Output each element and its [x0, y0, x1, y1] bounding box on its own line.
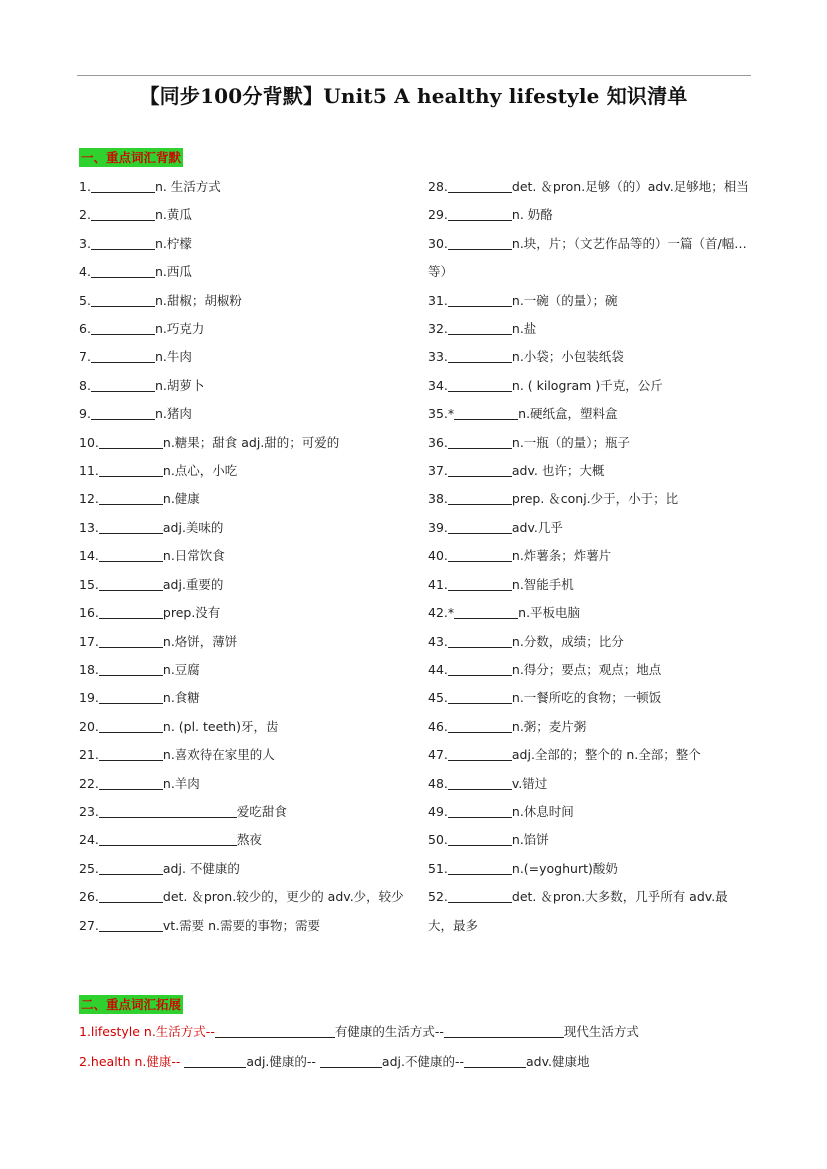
vocab-item	[428, 741, 750, 769]
vocab-item	[428, 883, 750, 940]
item-meaning: n.分数，成绩；比分	[511, 633, 624, 649]
item-number: 24.	[79, 832, 99, 848]
item-number: 22.	[79, 775, 99, 791]
item-number: 8.	[79, 377, 91, 393]
item-meaning: v.错过	[511, 775, 548, 791]
item-number: 31.	[428, 292, 448, 308]
item-meaning: n.炸薯条；炸薯片	[511, 548, 612, 564]
item-number: 14.	[79, 548, 99, 564]
extension-text: adv.健康地	[525, 1054, 590, 1069]
item-meaning: n.糖果；甜食 adj.甜的；可爱的	[162, 434, 340, 450]
answer-blank[interactable]	[448, 377, 512, 392]
answer-blank[interactable]	[454, 604, 518, 619]
extension-text: adj.不健康的--	[381, 1054, 464, 1069]
item-number: 42.*	[428, 605, 455, 621]
answer-blank[interactable]	[448, 348, 512, 363]
vocab-item	[79, 343, 409, 371]
item-number: 29.	[428, 207, 448, 223]
item-number: 6.	[79, 321, 91, 337]
vocab-item	[79, 514, 409, 542]
item-meaning: n.粥；麦片粥	[511, 718, 587, 734]
answer-blank[interactable]	[464, 1053, 526, 1068]
answer-blank[interactable]	[448, 206, 512, 221]
item-meaning: n. 奶酪	[511, 207, 553, 223]
item-meaning: n.(=yoghurt)酸奶	[511, 860, 618, 876]
item-meaning: det. ＆pron.足够（的）adv.足够地；相当	[511, 179, 749, 194]
vocab-item	[428, 485, 750, 513]
item-number: 7.	[79, 349, 91, 365]
item-meaning: adv.几乎	[511, 519, 563, 535]
answer-blank[interactable]	[448, 746, 512, 761]
item-meaning: n.黄瓜	[154, 207, 192, 223]
answer-blank[interactable]	[99, 803, 237, 818]
item-number: 47.	[428, 747, 448, 763]
section-heading-vocab: 一、重点词汇背默	[81, 150, 182, 165]
vocab-item	[428, 173, 750, 201]
vocab-item	[79, 201, 409, 229]
answer-blank[interactable]	[99, 860, 163, 875]
item-number: 52.	[428, 889, 448, 905]
item-number: 5.	[79, 292, 91, 308]
vocab-item	[79, 485, 409, 513]
extension-text: adj.健康的--	[246, 1054, 320, 1069]
item-meaning: n.小袋；小包装纸袋	[511, 349, 624, 365]
item-number: 16.	[79, 605, 99, 621]
item-number: 38.	[428, 491, 448, 507]
item-meaning: n.喜欢待在家里的人	[162, 747, 275, 763]
answer-blank[interactable]	[215, 1023, 335, 1038]
page-title: 【同步100分背默】Unit5 A healthy lifestyle 知识清单	[139, 84, 688, 108]
item-number: 12.	[79, 491, 99, 507]
vocab-item	[79, 770, 409, 798]
answer-blank[interactable]	[444, 1023, 564, 1038]
answer-blank[interactable]	[448, 235, 512, 250]
vocab-item	[79, 372, 409, 400]
vocab-item	[428, 684, 750, 712]
item-meaning: n.一瓶（的量）；瓶子	[511, 434, 631, 450]
vocab-item	[428, 713, 750, 741]
answer-blank[interactable]	[448, 831, 512, 846]
vocab-item	[428, 798, 750, 826]
item-meaning: n.食糖	[162, 690, 200, 706]
vocab-item	[79, 542, 409, 570]
item-meaning: n.智能手机	[511, 576, 574, 592]
answer-blank[interactable]	[91, 377, 155, 392]
item-meaning: n.巧克力	[154, 321, 205, 337]
item-number: 32.	[428, 321, 448, 337]
answer-blank[interactable]	[91, 235, 155, 250]
answer-blank[interactable]	[448, 547, 512, 562]
item-number: 21.	[79, 747, 99, 763]
vocab-item	[428, 315, 750, 343]
item-number: 50.	[428, 832, 448, 848]
item-number: 33.	[428, 349, 448, 365]
answer-blank[interactable]	[448, 434, 512, 449]
extension-text: 有健康的生活方式--	[334, 1024, 444, 1039]
answer-blank[interactable]	[448, 633, 512, 648]
answer-blank[interactable]	[448, 689, 512, 704]
answer-blank[interactable]	[99, 576, 163, 591]
item-number: 30.	[428, 235, 448, 251]
answer-blank[interactable]	[99, 775, 163, 790]
vocab-item	[79, 258, 409, 286]
vocab-item	[79, 628, 409, 656]
item-meaning: n.烙饼，薄饼	[162, 633, 238, 649]
vocab-item	[428, 343, 750, 371]
item-number: 19.	[79, 690, 99, 706]
item-number: 41.	[428, 576, 448, 592]
item-meaning: n.一碗（的量）；碗	[511, 292, 618, 308]
answer-blank[interactable]	[91, 292, 155, 307]
vocab-item	[428, 628, 750, 656]
vocab-item	[79, 656, 409, 684]
item-number: 1.	[79, 179, 91, 194]
item-number: 43.	[428, 633, 448, 649]
answer-blank[interactable]	[99, 917, 163, 932]
vocab-item	[428, 826, 750, 854]
answer-blank[interactable]	[99, 633, 163, 648]
answer-blank[interactable]	[448, 718, 512, 733]
vocab-item	[428, 457, 750, 485]
item-meaning: n.休息时间	[511, 803, 574, 819]
item-number: 36.	[428, 434, 448, 450]
vocab-item	[79, 429, 409, 457]
vocab-item	[79, 287, 409, 315]
item-number: 20.	[79, 718, 99, 734]
answer-blank[interactable]	[448, 576, 512, 591]
vocab-item	[79, 571, 409, 599]
item-meaning: vt.需要 n.需要的事物；需要	[162, 917, 321, 933]
answer-blank[interactable]	[99, 462, 163, 477]
item-meaning: adj. 不健康的	[162, 860, 240, 876]
item-meaning: adj.美味的	[162, 519, 224, 535]
vocab-item	[79, 741, 409, 769]
vocab-item	[79, 713, 409, 741]
answer-blank[interactable]	[99, 888, 163, 903]
item-meaning: n.馅饼	[511, 832, 549, 848]
item-meaning: n.健康	[162, 491, 200, 507]
item-meaning: n.盐	[511, 321, 537, 337]
item-meaning: n.羊肉	[162, 775, 200, 791]
answer-blank[interactable]	[99, 831, 237, 846]
answer-blank[interactable]	[99, 434, 163, 449]
vocab-item	[428, 429, 750, 457]
item-meaning: prep. ＆conj.少于，小于；比	[511, 491, 679, 507]
item-meaning: n. ( kilogram )千克，公斤	[511, 377, 663, 393]
answer-blank[interactable]	[448, 519, 512, 534]
answer-blank[interactable]	[448, 661, 512, 676]
item-meaning: det. ＆pron.大多数，几乎所有 adv.最大，最多	[428, 889, 728, 933]
answer-blank[interactable]	[99, 661, 163, 676]
item-meaning: adj.全部的；整个的 n.全部；整个	[511, 747, 701, 763]
item-meaning: n.牛肉	[154, 349, 192, 365]
answer-blank[interactable]	[448, 888, 512, 903]
vocab-item	[79, 855, 409, 883]
item-meaning: n.一餐所吃的食物；一顿饭	[511, 690, 662, 706]
extension-line-2	[79, 1052, 589, 1072]
answer-blank[interactable]	[99, 519, 163, 534]
vocab-item	[79, 826, 409, 854]
answer-blank[interactable]	[320, 1053, 382, 1068]
vocab-item	[79, 173, 409, 201]
answer-blank[interactable]	[91, 178, 155, 193]
section-heading-extension: 二、重点词汇拓展	[81, 997, 182, 1012]
vocab-item	[79, 230, 409, 258]
item-number: 28.	[428, 179, 448, 194]
item-meaning: n. 生活方式	[154, 179, 221, 194]
item-number: 44.	[428, 661, 448, 677]
answer-blank[interactable]	[448, 775, 512, 790]
vocab-item	[428, 599, 750, 627]
item-meaning: n.日常饮食	[162, 548, 225, 564]
item-meaning: n.平板电脑	[518, 605, 581, 621]
vocab-item	[428, 855, 750, 883]
vocab-item	[428, 770, 750, 798]
item-number: 37.	[428, 463, 448, 479]
item-number: 51.	[428, 860, 448, 876]
vocab-item	[428, 230, 750, 287]
item-number: 26.	[79, 889, 99, 905]
item-meaning: det. ＆pron.较少的，更少的 adv.少，较少	[162, 889, 404, 905]
item-meaning: 爱吃甜食	[236, 803, 287, 819]
vocab-item	[79, 599, 409, 627]
answer-blank[interactable]	[448, 292, 512, 307]
item-number: 46.	[428, 718, 448, 734]
vocab-item	[428, 571, 750, 599]
vocab-item	[428, 372, 750, 400]
answer-blank[interactable]	[91, 320, 155, 335]
answer-blank[interactable]	[99, 547, 163, 562]
vocab-item	[79, 457, 409, 485]
item-meaning: n.猪肉	[154, 406, 192, 422]
item-number: 10.	[79, 434, 99, 450]
extension-lead: 2.health n.健康--	[79, 1054, 185, 1069]
vocab-item	[79, 684, 409, 712]
vocab-item	[79, 883, 409, 911]
header-rule	[77, 75, 751, 76]
item-number: 4.	[79, 264, 91, 280]
answer-blank[interactable]	[454, 405, 518, 420]
item-number: 18.	[79, 661, 99, 677]
vocab-item	[428, 287, 750, 315]
item-meaning: n. (pl. teeth)牙，齿	[162, 718, 279, 734]
vocab-list-left	[79, 173, 409, 940]
answer-blank[interactable]	[448, 178, 512, 193]
answer-blank[interactable]	[99, 604, 163, 619]
answer-blank[interactable]	[448, 490, 512, 505]
item-meaning: n.胡萝卜	[154, 377, 205, 393]
vocab-item	[79, 400, 409, 428]
item-number: 17.	[79, 633, 99, 649]
item-meaning: prep.没有	[162, 605, 221, 621]
item-number: 23.	[79, 803, 99, 819]
answer-blank[interactable]	[91, 348, 155, 363]
item-number: 27.	[79, 917, 99, 933]
answer-blank[interactable]	[99, 689, 163, 704]
item-meaning: n.豆腐	[162, 661, 200, 677]
answer-blank[interactable]	[99, 746, 163, 761]
extension-text: 现代生活方式	[563, 1024, 639, 1039]
vocab-item	[428, 514, 750, 542]
answer-blank[interactable]	[91, 263, 155, 278]
item-meaning: n.得分；要点；观点；地点	[511, 661, 662, 677]
answer-blank[interactable]	[448, 860, 512, 875]
item-meaning: n.块，片；（文艺作品等的）一篇（首/幅…等）	[428, 235, 747, 280]
item-meaning: n.西瓜	[154, 264, 192, 280]
item-meaning: n.点心，小吃	[162, 463, 238, 479]
vocab-item	[428, 542, 750, 570]
item-meaning: n.甜椒；胡椒粉	[154, 292, 242, 308]
answer-blank[interactable]	[448, 803, 512, 818]
item-number: 11.	[79, 463, 99, 479]
vocab-item	[79, 798, 409, 826]
extension-lead: 1.lifestyle n.生活方式--	[79, 1024, 215, 1039]
item-number: 25.	[79, 860, 99, 876]
item-number: 3.	[79, 235, 91, 251]
item-number: 15.	[79, 576, 99, 592]
answer-blank[interactable]	[99, 718, 163, 733]
vocab-item	[428, 400, 750, 428]
item-number: 9.	[79, 406, 91, 422]
answer-blank[interactable]	[184, 1053, 246, 1068]
answer-blank[interactable]	[91, 405, 155, 420]
vocab-item	[79, 315, 409, 343]
item-number: 45.	[428, 690, 448, 706]
item-number: 34.	[428, 377, 448, 393]
item-meaning: adv. 也许；大概	[511, 463, 605, 479]
item-meaning: 熬夜	[236, 832, 262, 848]
item-number: 2.	[79, 207, 91, 223]
item-meaning: n.硬纸盒，塑料盒	[518, 406, 618, 422]
vocab-item	[428, 201, 750, 229]
answer-blank[interactable]	[448, 462, 512, 477]
answer-blank[interactable]	[91, 206, 155, 221]
item-number: 40.	[428, 548, 448, 564]
vocab-list-right	[428, 173, 750, 940]
vocab-item	[79, 912, 409, 940]
item-number: 35.*	[428, 406, 455, 422]
item-meaning: adj.重要的	[162, 576, 224, 592]
extension-line-1	[79, 1022, 639, 1042]
item-number: 49.	[428, 803, 448, 819]
item-number: 48.	[428, 775, 448, 791]
item-meaning: n.柠檬	[154, 235, 192, 251]
item-number: 13.	[79, 519, 99, 535]
item-number: 39.	[428, 519, 448, 535]
answer-blank[interactable]	[448, 320, 512, 335]
vocab-item	[428, 656, 750, 684]
answer-blank[interactable]	[99, 490, 163, 505]
